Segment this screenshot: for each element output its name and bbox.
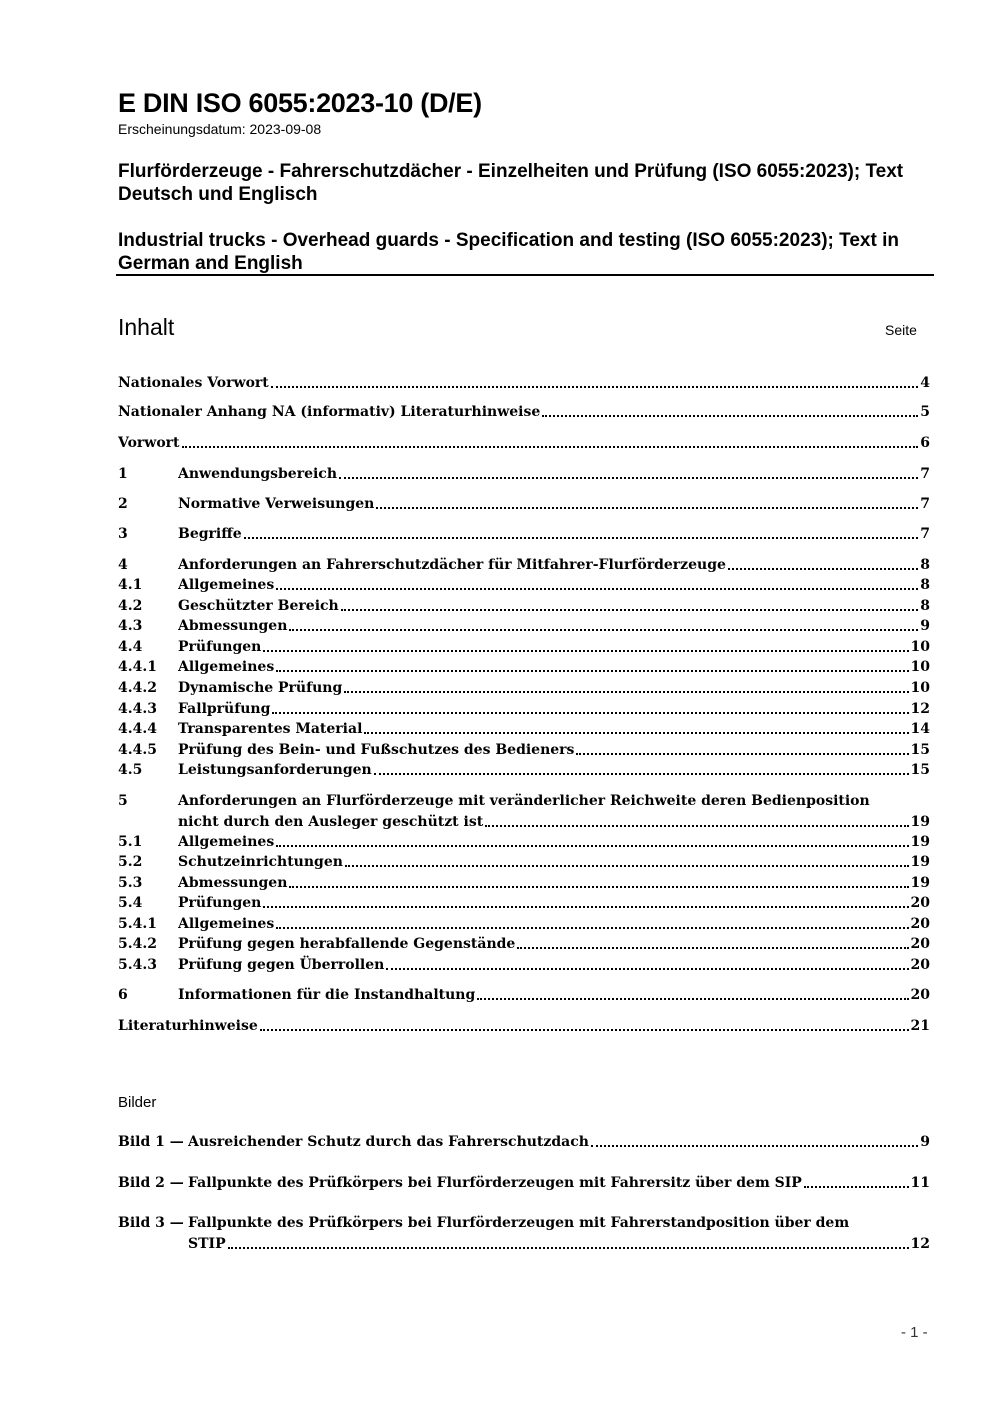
toc-entry[interactable] xyxy=(118,555,930,575)
dot-leader xyxy=(517,946,908,949)
toc-entry-title: Prüfung gegen herabfallende Gegenstände xyxy=(178,936,516,952)
title-german: Flurförderzeuge - Fahrerschutzdächer - Einzelheiten und Prüfung (ISO 6055:2023); Text Deutsch und Englisch xyxy=(118,161,904,205)
dot-leader xyxy=(344,690,908,693)
toc-entry-title: Nationales Vorwort xyxy=(118,375,269,391)
dot-leader xyxy=(276,926,908,929)
toc-entry-title: Anforderungen an Fahrerschutzdächer für Mitfahrer-Flurförderzeuge xyxy=(178,557,726,573)
toc-entry-number: 5.2 xyxy=(118,854,143,870)
toc-entry-number: 4.4.2 xyxy=(118,680,157,696)
dot-leader xyxy=(576,752,908,755)
toc-entry-title: Abmessungen xyxy=(178,875,288,891)
toc-entry[interactable] xyxy=(118,791,930,832)
dot-leader xyxy=(542,414,918,417)
toc-entry[interactable] xyxy=(118,402,930,422)
toc-entry-title-line1: Fallpunkte des Prüfkörpers bei Flurförderzeugen mit Fahrerstandposition über dem xyxy=(188,1215,850,1231)
toc-entry-page: 20 xyxy=(910,987,930,1003)
title-divider xyxy=(116,274,934,276)
toc-entry[interactable] xyxy=(118,657,930,677)
dot-leader xyxy=(260,1028,909,1031)
toc-entry[interactable] xyxy=(118,373,930,393)
toc-entry[interactable] xyxy=(118,873,930,893)
dot-leader xyxy=(289,885,908,888)
toc-entry[interactable] xyxy=(118,760,930,780)
toc-entry-page: 21 xyxy=(910,1018,930,1034)
toc-entry-page: 8 xyxy=(920,598,930,614)
toc-entry-title: Normative Verweisungen xyxy=(178,496,375,512)
dot-leader xyxy=(804,1185,909,1188)
toc-entry-number: Bild 3 — xyxy=(118,1215,184,1231)
toc-entry-number: 1 xyxy=(118,466,128,482)
toc-entry-title: Prüfungen xyxy=(178,895,262,911)
page-number: - 1 - xyxy=(901,1324,928,1341)
toc-entry-page: 6 xyxy=(920,435,930,451)
dot-leader xyxy=(271,385,919,388)
toc-entry-page: 19 xyxy=(910,875,930,891)
toc-entry-title: Allgemeines xyxy=(178,577,275,593)
dot-leader xyxy=(272,711,908,714)
toc-entry[interactable] xyxy=(118,637,930,657)
toc-entry[interactable] xyxy=(118,1173,930,1193)
toc-entry[interactable] xyxy=(118,575,930,595)
dot-leader xyxy=(591,1144,918,1147)
toc-entry-page: 4 xyxy=(920,375,930,391)
dot-leader xyxy=(364,731,908,734)
toc-entry-title: Nationaler Anhang NA (informativ) Literaturhinweise xyxy=(118,404,541,420)
toc-entry-number: 5.4.3 xyxy=(118,957,157,973)
toc-entry-page: 20 xyxy=(910,957,930,973)
toc-entry-title: Transparentes Material xyxy=(178,721,363,737)
toc-entry-number: 5.4.2 xyxy=(118,936,157,952)
toc-entry[interactable] xyxy=(118,1213,930,1254)
toc-entry-page: 7 xyxy=(920,496,930,512)
figures-heading: Bilder xyxy=(118,1094,157,1111)
toc-entry-title: Allgemeines xyxy=(178,916,275,932)
toc-entry[interactable] xyxy=(118,433,930,453)
toc-entry-page: 14 xyxy=(910,721,930,737)
dot-leader xyxy=(276,669,908,672)
toc-heading: Inhalt xyxy=(118,314,175,340)
toc-entry-title: Fallpunkte des Prüfkörpers bei Flurförderzeugen mit Fahrersitz über dem SIP xyxy=(188,1175,802,1191)
toc-entry-number: 5.1 xyxy=(118,834,143,850)
toc-entry-number: 5 xyxy=(118,793,128,809)
toc-entry-number: Bild 2 — xyxy=(118,1175,184,1191)
toc-entry-number: 4.4.3 xyxy=(118,701,157,717)
toc-entry[interactable] xyxy=(118,699,930,719)
toc-entry-page: 19 xyxy=(910,814,930,830)
toc-entry[interactable] xyxy=(118,464,930,484)
toc-entry-title: Prüfung gegen Überrollen xyxy=(178,957,385,973)
dot-leader xyxy=(276,844,908,847)
toc-entry-title: Prüfungen xyxy=(178,639,262,655)
dot-leader xyxy=(386,967,908,970)
toc-entry-title: Anwendungsbereich xyxy=(178,466,337,482)
toc-entry-title: Dynamische Prüfung xyxy=(178,680,343,696)
toc-entry-page: 5 xyxy=(920,404,930,420)
toc-entry-title: STIP xyxy=(188,1236,226,1252)
dot-leader xyxy=(728,567,918,570)
dot-leader xyxy=(485,824,908,827)
toc-entry-number: 5.3 xyxy=(118,875,143,891)
toc-entry[interactable] xyxy=(118,494,930,514)
dot-leader xyxy=(228,1246,909,1249)
toc-entry-page: 12 xyxy=(910,701,930,717)
toc-entry-number: 4.5 xyxy=(118,762,143,778)
toc-entry-page: 10 xyxy=(910,680,930,696)
toc-entry[interactable] xyxy=(118,934,930,954)
publication-date: Erscheinungsdatum: 2023-09-08 xyxy=(118,121,322,137)
dot-leader xyxy=(263,905,908,908)
toc-entry-page: 9 xyxy=(920,618,930,634)
dot-leader xyxy=(263,649,908,652)
toc-entry-page: 19 xyxy=(910,834,930,850)
toc-entry[interactable] xyxy=(118,955,930,975)
toc-entry[interactable] xyxy=(118,893,930,913)
toc-entry-number: 4.1 xyxy=(118,577,143,593)
toc-entry-number: 4.3 xyxy=(118,618,143,634)
toc-entry-page: 20 xyxy=(910,936,930,952)
dot-leader xyxy=(244,536,919,539)
document-number: E DIN ISO 6055:2023-10 (D/E) xyxy=(118,88,482,118)
toc-entry[interactable] xyxy=(118,678,930,698)
toc-entry-title: Abmessungen xyxy=(178,618,288,634)
toc-entry-number: 3 xyxy=(118,526,128,542)
dot-leader xyxy=(276,587,918,590)
toc-entry-page: 8 xyxy=(920,577,930,593)
toc-entry-number: Bild 1 — xyxy=(118,1134,184,1150)
toc-entry-page: 12 xyxy=(910,1236,930,1252)
dot-leader xyxy=(477,997,908,1000)
toc-entry-title: Literaturhinweise xyxy=(118,1018,258,1034)
toc-entry-page: 15 xyxy=(910,742,930,758)
dot-leader xyxy=(341,608,919,611)
toc-entry-page: 20 xyxy=(910,916,930,932)
dot-leader xyxy=(339,476,918,479)
toc-entry[interactable] xyxy=(118,719,930,739)
toc-entry-title: nicht durch den Ausleger geschützt ist xyxy=(178,814,484,830)
toc-entry-title: Allgemeines xyxy=(178,659,275,675)
toc-entry-page: 10 xyxy=(910,639,930,655)
toc-entry-number: 5.4.1 xyxy=(118,916,157,932)
dot-leader xyxy=(374,772,909,775)
toc-entry-page: 9 xyxy=(920,1134,930,1150)
toc-entry[interactable] xyxy=(118,596,930,616)
toc-entry[interactable] xyxy=(118,852,930,872)
dot-leader xyxy=(376,506,918,509)
toc-entry-title: Schutzeinrichtungen xyxy=(178,854,343,870)
dot-leader xyxy=(182,445,919,448)
toc-entry-page: 15 xyxy=(910,762,930,778)
toc-entry-number: 2 xyxy=(118,496,128,512)
toc-entry[interactable] xyxy=(118,740,930,760)
toc-entry-page: 7 xyxy=(920,466,930,482)
toc-entry-number: 4.4 xyxy=(118,639,143,655)
toc-entry-title: Prüfung des Bein- und Fußschutzes des Bedieners xyxy=(178,742,575,758)
toc-entry-page: 11 xyxy=(910,1175,930,1191)
toc-entry-number: 4 xyxy=(118,557,128,573)
toc-entry[interactable] xyxy=(118,1132,930,1152)
toc-entry[interactable] xyxy=(118,914,930,934)
toc-entry-title: Begriffe xyxy=(178,526,242,542)
toc-entry-title: Leistungsanforderungen xyxy=(178,762,372,778)
toc-entry-title: Vorwort xyxy=(118,435,180,451)
toc-entry[interactable] xyxy=(118,616,930,636)
toc-entry[interactable] xyxy=(118,524,930,544)
dot-leader xyxy=(345,864,909,867)
dot-leader xyxy=(289,628,918,631)
toc-entry-number: 4.4.5 xyxy=(118,742,157,758)
toc-entry-number: 4.4.4 xyxy=(118,721,157,737)
toc-entry[interactable] xyxy=(118,1016,930,1036)
toc-entry-number: 4.2 xyxy=(118,598,143,614)
toc-entry-page: 10 xyxy=(910,659,930,675)
toc-entry-title: Ausreichender Schutz durch das Fahrerschutzdach xyxy=(188,1134,589,1150)
title-english: Industrial trucks - Overhead guards - Specification and testing (ISO 6055:2023); Text in German and English xyxy=(118,230,899,274)
toc-entry-title: Informationen für die Instandhaltung xyxy=(178,987,476,1003)
toc-entry[interactable] xyxy=(118,985,930,1005)
toc-entry-title: Allgemeines xyxy=(178,834,275,850)
toc-entry-page: 7 xyxy=(920,526,930,542)
toc-entry-page: 8 xyxy=(920,557,930,573)
toc-entry-page: 19 xyxy=(910,854,930,870)
toc-entry-number: 6 xyxy=(118,987,128,1003)
toc-entry-title: Fallprüfung xyxy=(178,701,271,717)
toc-entry-number: 5.4 xyxy=(118,895,143,911)
toc-entry[interactable] xyxy=(118,832,930,852)
toc-entry-number: 4.4.1 xyxy=(118,659,157,675)
toc-entry-title: Geschützter Bereich xyxy=(178,598,339,614)
toc-entry-title-line1: Anforderungen an Flurförderzeuge mit veränderlicher Reichweite deren Bedienposition xyxy=(178,793,870,809)
toc-page-label: Seite xyxy=(885,322,917,338)
toc-entry-page: 20 xyxy=(910,895,930,911)
